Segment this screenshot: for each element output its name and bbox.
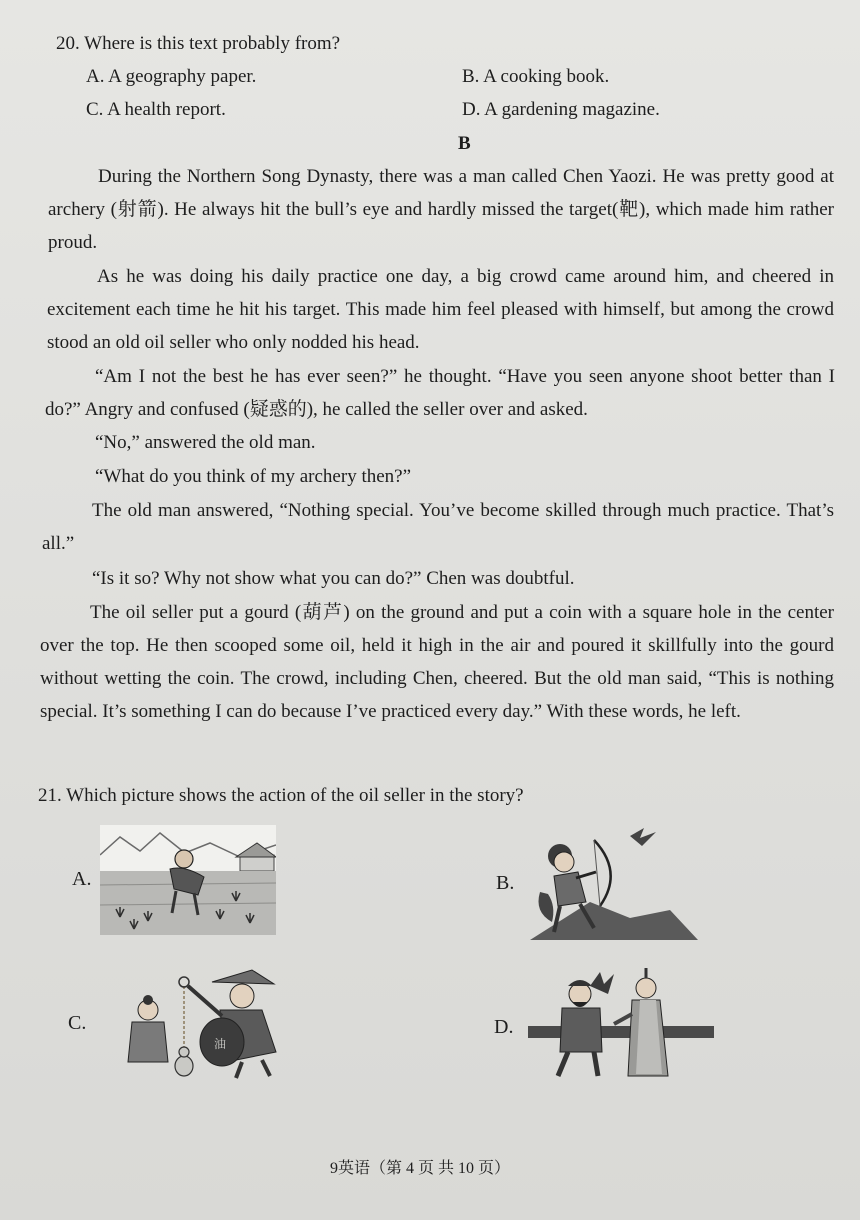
- picture-a-label: A.: [72, 868, 92, 890]
- q20-option-b: B. A cooking book.: [462, 66, 610, 87]
- q20-option-c: C. A health report.: [86, 99, 226, 120]
- picture-c-label: C.: [68, 1012, 87, 1034]
- q20-option-d: D. A gardening magazine.: [462, 99, 660, 120]
- passage-paragraph-2: As he was doing his daily practice one day, a big crowd came around him, and cheered in excitement each time he hit his target. This made him feel pleased with himself, but among the crowd stood an old oil seller who only nodded his head.: [47, 266, 834, 353]
- picture-b-label: B.: [496, 872, 515, 894]
- passage-paragraph-7: “Is it so? Why not show what you can do?” Chen was doubtful.: [92, 568, 575, 589]
- picture-d-label: D.: [494, 1016, 514, 1038]
- picture-d-two-men: [528, 966, 714, 1082]
- passage-paragraph-8: The oil seller put a gourd (葫芦) on the ground and put a coin with a square hole in the center over the top. He then scooped some oil, held it high in the air and poured it skillfully into the gourd without wetting the coin. The crowd, including Chen, cheered. But the old man said, “This is nothing special. It’s something I can do because I’ve practiced every day.” With these words, he left.: [40, 602, 834, 722]
- page-footer: 9英语（第 4 页 共 10 页）: [330, 1160, 511, 1177]
- passage-paragraph-3: “Am I not the best he has ever seen?” he thought. “Have you seen anyone shoot better than I do?” Angry and confused (疑惑的), he called the seller over and asked.: [45, 366, 835, 420]
- picture-c-oil-seller: [102, 966, 282, 1082]
- section-title: B: [458, 133, 471, 154]
- passage-paragraph-4: “No,” answered the old man.: [95, 432, 316, 453]
- passage-paragraph-1: During the Northern Song Dynasty, there was a man called Chen Yaozi. He was pretty good at archery (射箭). He always hit the bull’s eye and hardly missed the target(靶), which made him rather proud.: [48, 166, 834, 253]
- passage-paragraph-6: The old man answered, “Nothing special. You’ve become skilled through much practice. That’s all.”: [42, 500, 834, 554]
- question-20: 20. Where is this text probably from?: [56, 33, 341, 54]
- passage-paragraph-5: “What do you think of my archery then?”: [95, 466, 412, 487]
- picture-b-archer: [530, 822, 698, 946]
- picture-a-rice-planting: [100, 825, 276, 935]
- q20-option-a: A. A geography paper.: [86, 66, 257, 87]
- question-21: 21. Which picture shows the action of the oil seller in the story?: [38, 785, 524, 806]
- svg-text:油: 油: [214, 1037, 227, 1051]
